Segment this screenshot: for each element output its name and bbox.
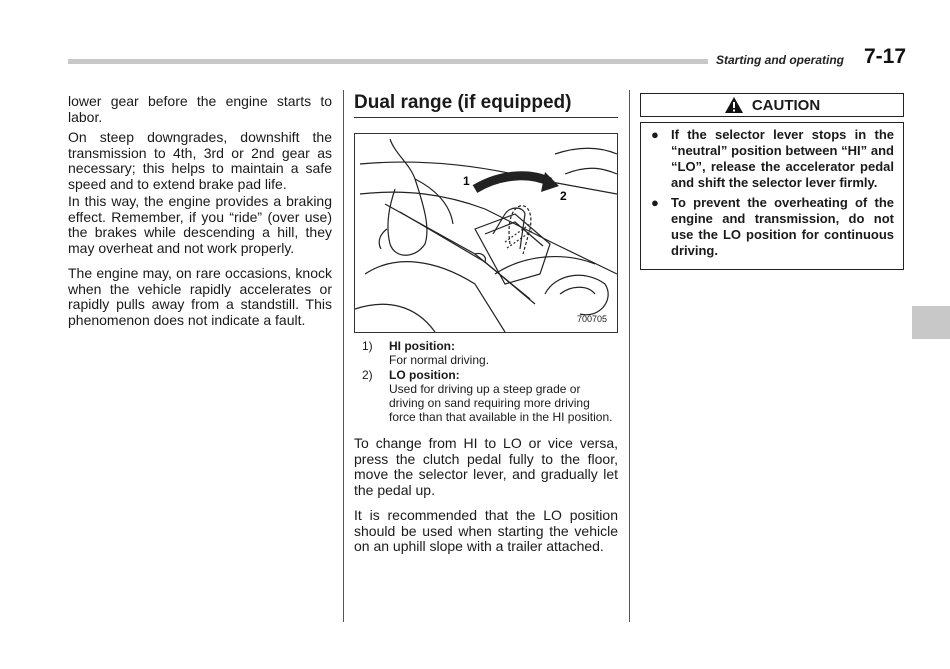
- legend-number: 1): [362, 339, 373, 353]
- chapter-tab: [912, 306, 950, 339]
- caution-text: To prevent the overheating of the engine and transmission, do not use the LO position for continuous driving.: [671, 195, 894, 258]
- paragraph: The engine may, on rare occasions, knock when the vehicle rapidly accelerates or rapidly pulls away from a standstill. This phenomenon does not indicate a fault.: [68, 265, 332, 328]
- header-rule: [68, 59, 708, 64]
- legend-description: For normal driving.: [389, 353, 490, 367]
- legend-number: 2): [362, 368, 373, 382]
- caution-heading: CAUTION: [751, 96, 821, 114]
- legend-title: LO position:: [389, 368, 460, 382]
- figure-legend: [362, 339, 618, 424]
- paragraph: To change from HI to LO or vice versa, press the clutch pedal fully to the floor, move the selector lever, and gradually let the pedal up.: [354, 435, 618, 498]
- gear-lever-illustration: [354, 133, 618, 333]
- figure-code: 700705: [576, 314, 607, 324]
- caution-box: [640, 93, 904, 270]
- paragraph: It is recommended that the LO position should be used when starting the vehicle on an uphill slope with a trailer attached.: [354, 507, 618, 554]
- section-title: Dual range (if equipped): [354, 92, 618, 118]
- console-drawing: [355, 134, 617, 332]
- paragraph: In this way, the engine provides a braking effect. Remember, if you “ride” (over use) the brakes while descending a hill, they may overheat and not work properly.: [68, 193, 332, 256]
- column-2: [354, 92, 618, 565]
- caution-body: [640, 122, 904, 270]
- callout-1: 1: [463, 174, 470, 188]
- column-1: [68, 94, 332, 338]
- page-number: 7-17: [864, 45, 907, 68]
- caution-header: [640, 93, 904, 117]
- header-section-title: Starting and operating: [716, 53, 845, 67]
- caution-text: If the selector lever stops in the “neutral” position between “HI” and “LO”, release the accelerator pedal and shift the selector lever firmly.: [671, 127, 894, 190]
- caution-item: [649, 195, 894, 259]
- callout-2: 2: [560, 189, 567, 203]
- legend-title: HI position:: [389, 339, 455, 353]
- warning-icon: [724, 96, 744, 114]
- bullet: ●: [651, 127, 659, 142]
- bullet: ●: [651, 195, 659, 210]
- paragraph: On steep downgrades, downshift the transmission to 4th, 3rd or 2nd gear as necessary; this helps to maintain a safe speed and to extend brake pad life.: [68, 129, 332, 192]
- legend-description: Used for driving up a steep grade or driving on sand requiring more driving force than that available in the HI position.: [389, 382, 613, 424]
- column-divider-1: [343, 90, 344, 622]
- paragraph: lower gear before the engine starts to labor.: [68, 93, 332, 125]
- column-divider-2: [629, 90, 630, 622]
- legend-item: [362, 368, 618, 424]
- legend-item: [362, 339, 618, 367]
- caution-item: [649, 127, 894, 191]
